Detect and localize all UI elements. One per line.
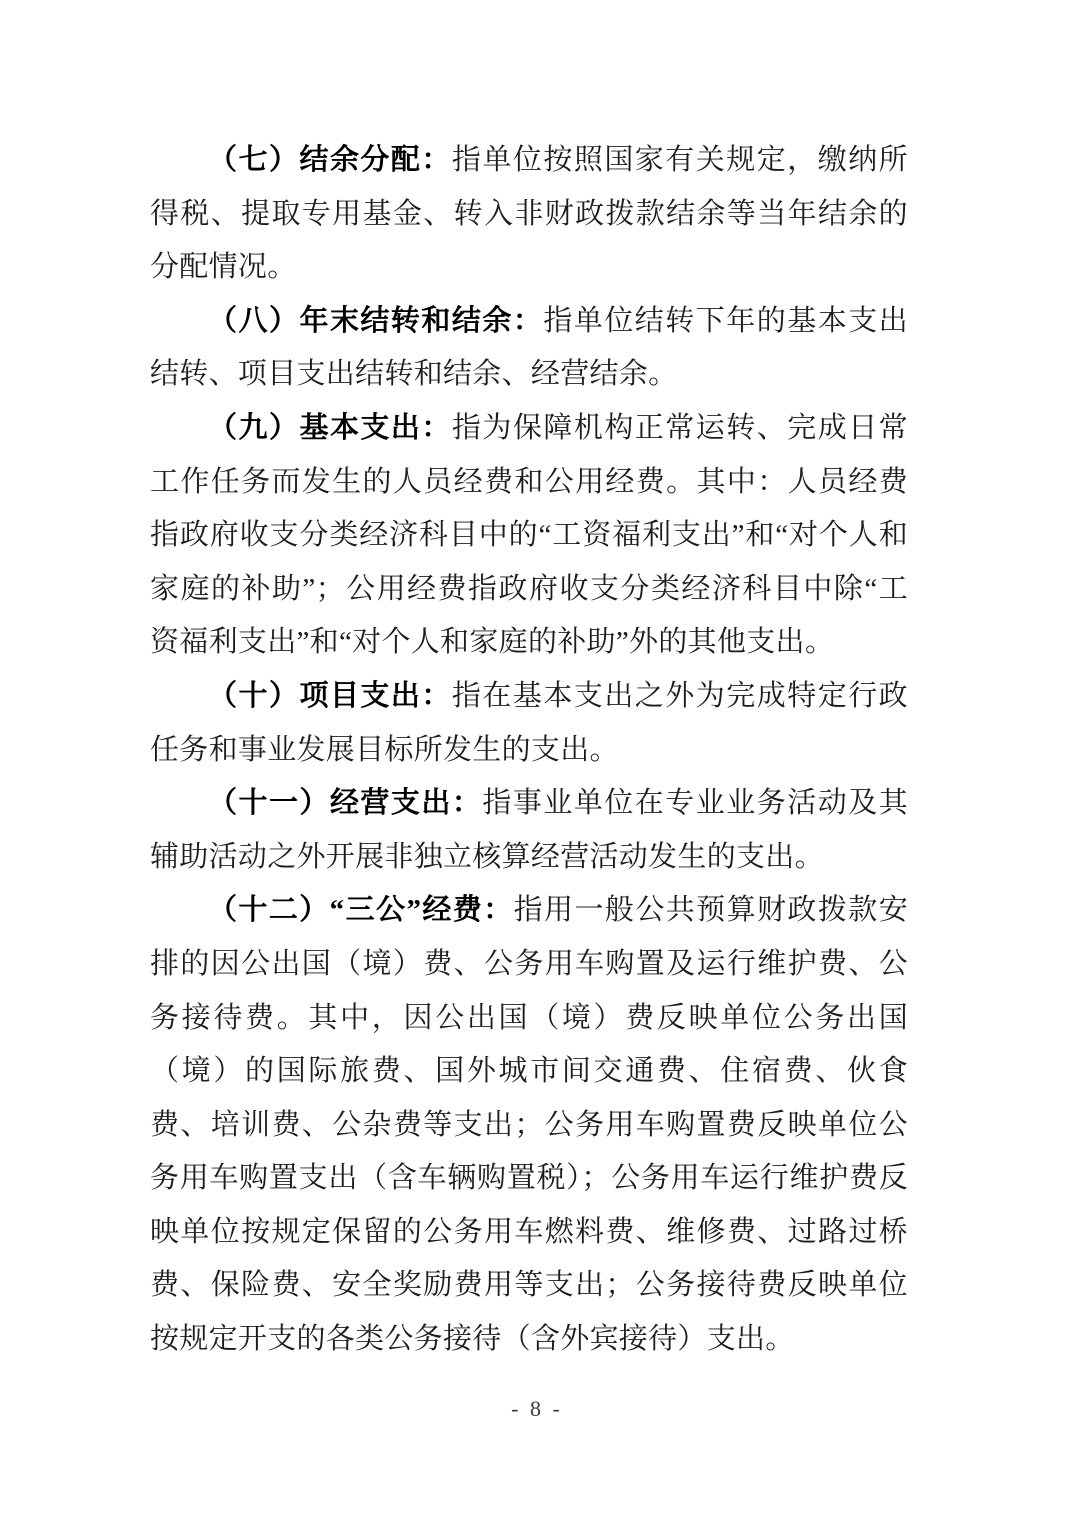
term-label: （十）项目支出：	[208, 679, 452, 712]
paragraph-item-12	[150, 884, 908, 1366]
term-definition: 指在基本支出之外为完成特定行政任务和事业发展目标所发生的支出。	[150, 679, 908, 766]
paragraph-item-10	[150, 670, 908, 777]
term-definition: 指单位按照国家有关规定，缴纳所得税、提取专用基金、转入非财政拨款结余等当年结余的分配情况。	[150, 144, 908, 284]
paragraph-item-11	[150, 777, 908, 884]
paragraph-item-8	[150, 295, 908, 402]
term-definition: 指用一般公共预算财政拨款安排的因公出国（境）费、公务用车购置及运行维护费、公务接待费。其中，因公出国（境）费反映单位公务出国（境）的国际旅费、国外城市间交通费、住宿费、伙食费、培训费、公杂费等支出；公务用车购置费反映单位公务用车购置支出（含车辆购置税）；公务用车运行维护费反映单位按规定保留的公务用车燃料费、维修费、过路过桥费、保险费、安全奖励费用等支出；公务接待费反映单位按规定开支的各类公务接待（含外宾接待）支出。	[150, 894, 908, 1356]
term-label: （十二）“三公”经费：	[208, 894, 514, 927]
paragraph-item-9	[150, 402, 908, 670]
term-definition: 指事业单位在专业业务活动及其辅助活动之外开展非独立核算经营活动发生的支出。	[150, 787, 908, 873]
term-label: （九）基本支出：	[208, 411, 452, 444]
term-definition: 指单位结转下年的基本支出结转、项目支出结转和结余、经营结余。	[150, 304, 908, 391]
term-label: （十一）经营支出：	[208, 787, 483, 820]
term-label: （八）年末结转和结余：	[208, 304, 544, 337]
term-label: （七）结余分配：	[208, 144, 452, 176]
term-definition: 指为保障机构正常运转、完成日常工作任务而发生的人员经费和公用经费。其中：人员经费指政府收支分类经济科目中的“工资福利支出”和“对个人和家庭的补助”；公用经费指政府收支分类经济科目中除“工资福利支出”和“对个人和家庭的补助”外的其他支出。	[150, 411, 908, 659]
document-body	[150, 134, 908, 1367]
paragraph-item-7	[150, 134, 908, 295]
page-number: - 8 -	[511, 1396, 563, 1421]
